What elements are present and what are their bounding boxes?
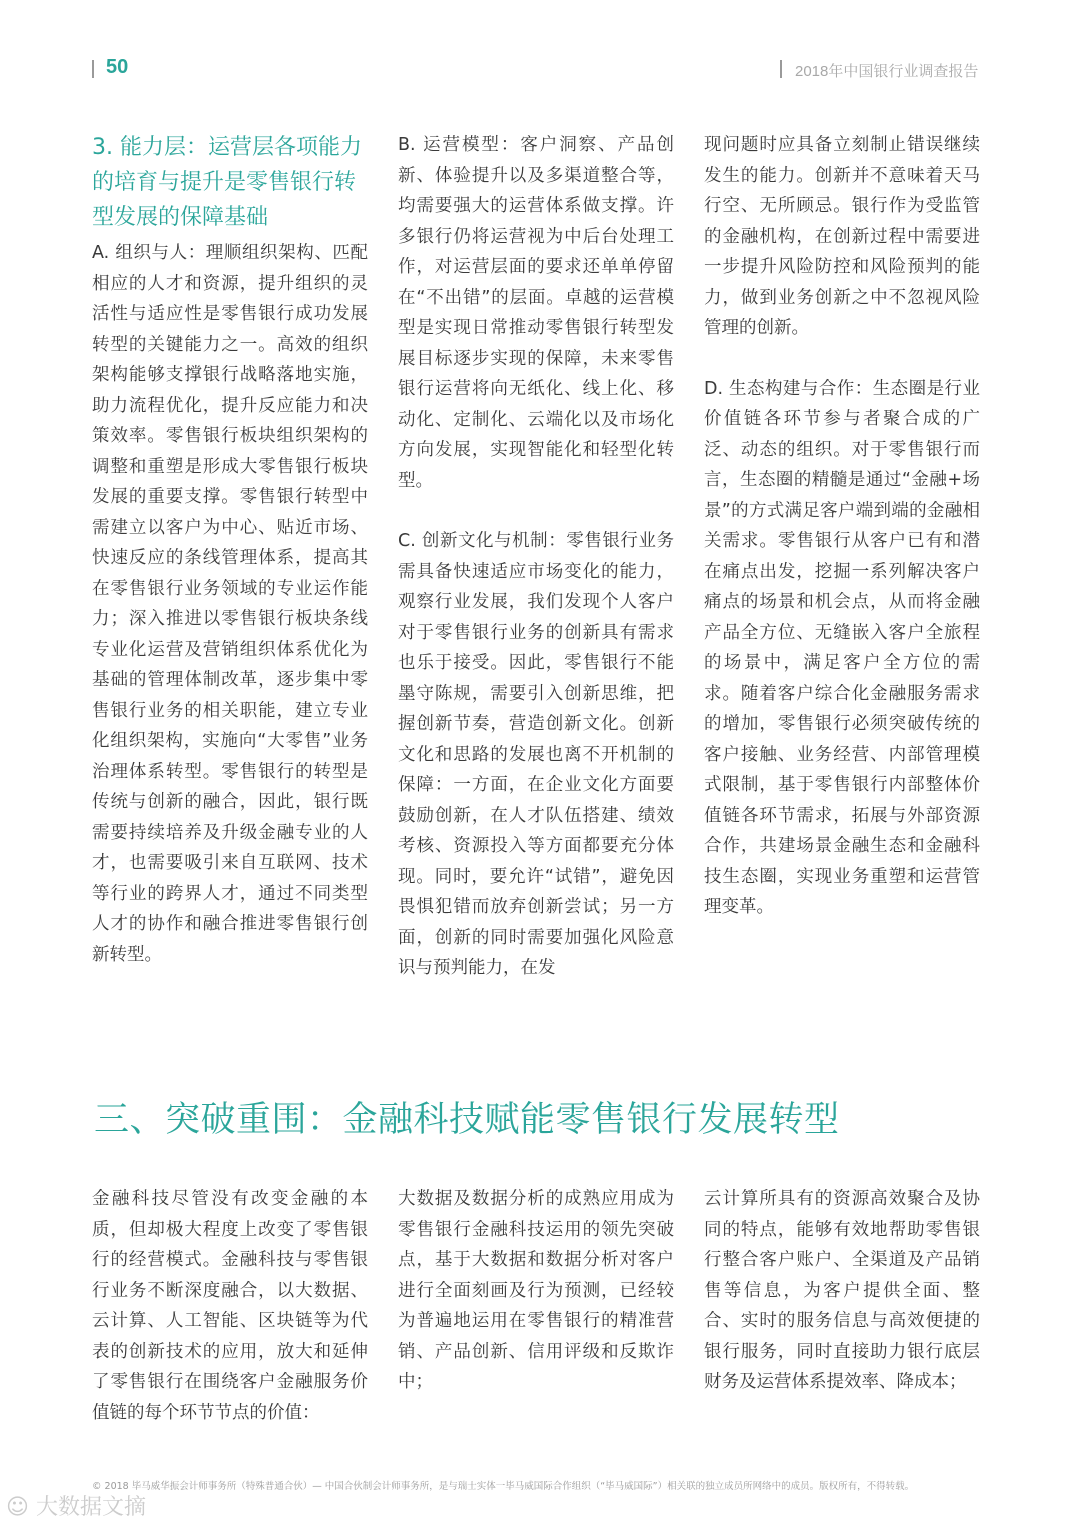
part3-column-1: [92, 1184, 368, 1428]
paragraph-fintech-intro: 金融科技尽管没有改变金融的本质，但却极大程度上改变了零售银行的经营模式。金融科技与零售银行业务不断深度融合，以大数据、云计算、人工智能、区块链等为代表的创新技术的应用，放大和延伸了零售银行在围绕客户金融服务价值链的每个环节节点的价值：: [92, 1189, 368, 1423]
paragraph-ecosystem: D. 生态构建与合作：生态圈是行业价值链各环节参与者聚合成的广泛、动态的组织。对于零售银行而言，生态圈的精髓是通过“金融+场景”的方式满足客户端到端的金融相关需求。零售银行从客户已有和潜在痛点出发，挖掘一系列解决客户痛点的场景和机会点，从而将金融产品全方位、无缝嵌入客户全旅程的场景中，满足客户全方位的需求。随着客户综合化金融服务需求的增加，零售银行必须突破传统的客户接触、业务经营、内部管理模式限制，基于零售银行内部整体价值链各环节需求，拓展与外部资源合作，共建场景金融生态和金融科技生态圈，实现业务重塑和运营管理变革。: [704, 378, 980, 917]
watermark-text: 大数据文摘: [35, 1495, 146, 1520]
section-column-1: [92, 238, 368, 970]
part-title: 三、突破重围：金融科技赋能零售银行发展转型: [94, 1100, 840, 1140]
paragraph-operating-model: B. 运营模型：客户洞察、产品创新、体验提升以及多渠道整合等，均需要强大的运营体系做支撑。许多银行仍将运营视为中后台处理工作，对运营层面的要求还单单停留在“不出错”的层面。卓越的运营模型是实现日常推动零售银行转型发展目标逐步实现的保障，未来零售银行运营将向无纸化、线上化、移动化、定制化、云端化以及市场化方向发展，实现智能化和轻型化转型。: [398, 135, 674, 491]
paragraph-innovation-culture: C. 创新文化与机制：零售银行业务需具备快速适应市场变化的能力，观察行业发展，我们发现个人客户对于零售银行业务的创新具有需求也乐于接受。因此，零售银行不能墨守陈规，需要引入创新思维，把握创新节奏，营造创新文化。创新文化和思路的发展也离不开机制的保障：一方面，在企业文化方面要鼓励创新，在人才队伍搭建、绩效考核、资源投入等方面都要充分体现。同时，要允许“试错”，避免因畏惧犯错而放弃创新尝试；另一方面，创新的同时需要加强化风险意识与预判能力，在发: [398, 531, 674, 978]
paragraph-big-data: 大数据及数据分析的成熟应用成为零售银行金融科技运用的领先突破点，基于大数据和数据分析对客户进行全面刻画及行为预测，已经较为普遍地运用在零售银行的精准营销、产品创新、信用评级和反欺诈中；: [398, 1189, 674, 1392]
footer-copyright: © 2018 毕马威华振会计师事务所（特殊普通合伙）— 中国合伙制会计师事务所，是与瑞士实体一毕马威国际合作组织（“毕马威国际”）相关联的独立成员所网络中的成员。版权所有，不得转载。: [92, 1481, 915, 1492]
paragraph-organization: A. 组织与人：理顺组织架构、匹配相应的人才和资源，提升组织的灵活性与适应性是零售银行成功发展转型的关键能力之一。高效的组织架构能够支撑银行战略落地实施，助力流程优化，提升反应能力和决策效率。零售银行板块组织架构的调整和重塑是形成大零售银行板块发展的重要支撑。零售银行转型中需建立以客户为中心、贴近市场、快速反应的条线管理体系，提高其在零售银行业务领域的专业运作能力；深入推进以零售银行板块条线专业化运营及营销组织体系优化为基础的管理体制改革，逐步集中零售银行业务的相关职能，建立专业化组织架构，实施向“大零售”业务治理体系转型。零售银行的转型是传统与创新的融合，因此，银行既需要持续培养及升级金融专业的人才，也需要吸引来自互联网、技术等行业的跨界人才，通过不同类型人才的协作和融合推进零售银行创新转型。: [92, 243, 368, 965]
part3-column-3: [704, 1184, 980, 1398]
section-column-2: [398, 130, 674, 984]
part3-column-2: [398, 1184, 674, 1398]
watermark: [6, 1490, 146, 1521]
paragraph-innovation-continued: 现问题时应具备立刻制止错误继续发生的能力。创新并不意味着天马行空、无所顾忌。银行作为受监管的金融机构，在创新过程中需要进一步提升风险防控和风险预判的能力，做到业务创新之中不忽视风险管理的创新。: [704, 135, 980, 338]
watermark-logo-icon: ☺: [6, 1495, 29, 1520]
section-column-3: [704, 130, 980, 923]
page-number: 50: [106, 56, 129, 78]
paragraph-cloud-computing: 云计算所具有的资源高效聚合及协同的特点，能够有效地帮助零售银行整合客户账户、全渠道及产品销售等信息，为客户提供全面、整合、实时的服务信息与高效便捷的银行服务，同时直接助力银行底层财务及运营体系提效率、降成本；: [704, 1189, 980, 1392]
header-left-bar: [92, 60, 94, 78]
header-right-bar: [780, 60, 782, 78]
section-heading: 3. 能力层：运营层各项能力的培育与提升是零售银行转型发展的保障基础: [92, 135, 362, 230]
report-title: 2018年中国银行业调查报告: [795, 63, 979, 80]
